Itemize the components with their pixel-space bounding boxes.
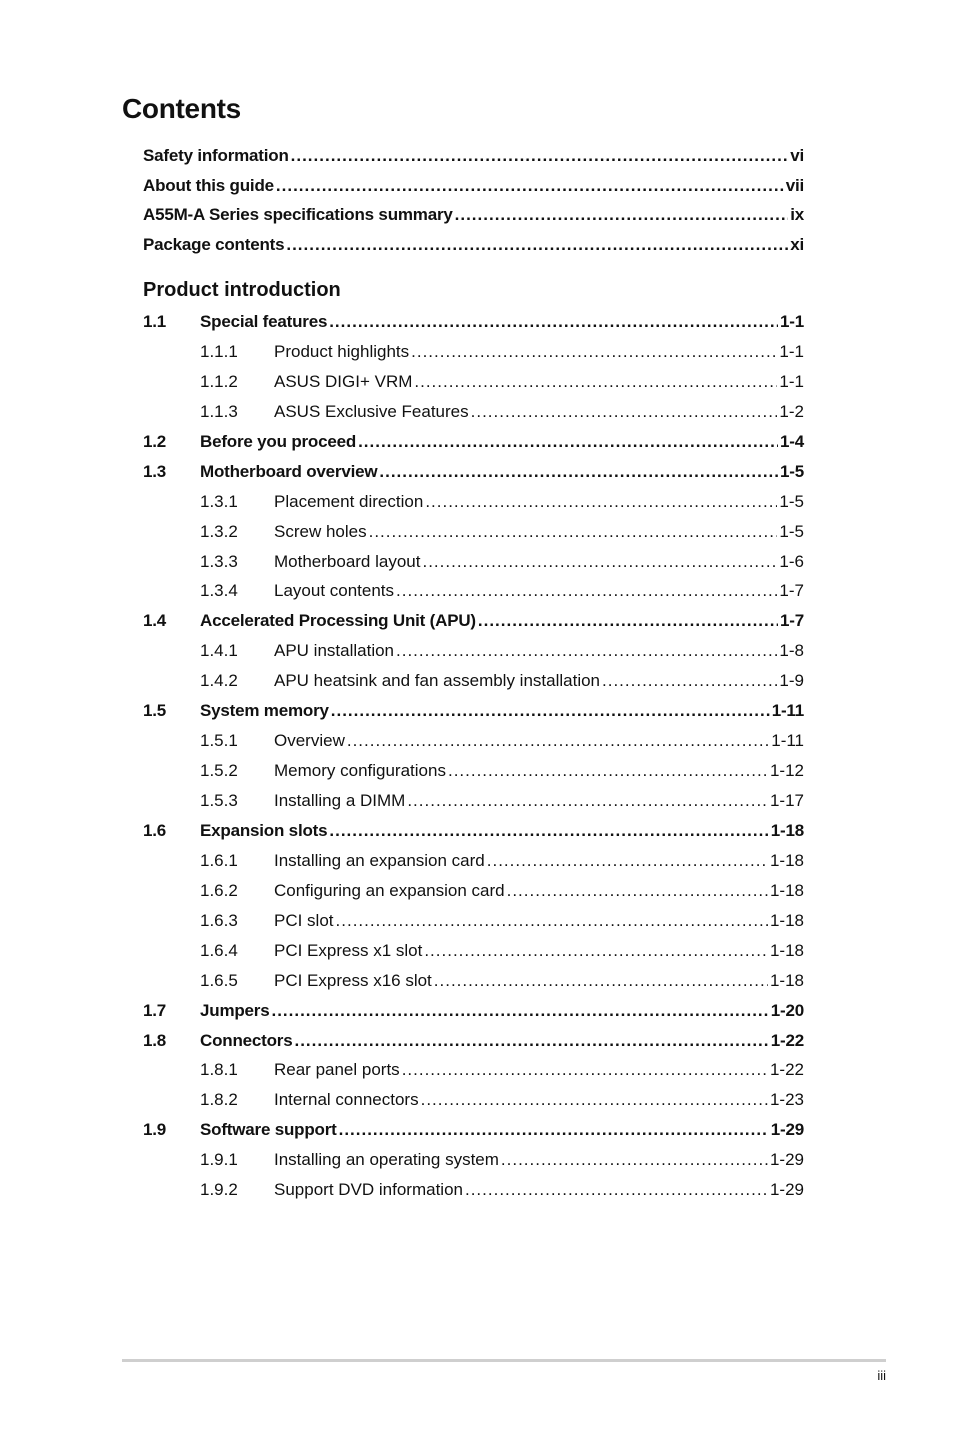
dot-leader — [379, 460, 778, 484]
toc-entry[interactable] — [143, 203, 804, 233]
toc-entry-label: PCI Express x16 slot — [274, 970, 432, 990]
toc-entry-label: A55M-A Series specifications summary — [143, 205, 453, 225]
toc-entry-label: About this guide — [143, 175, 274, 195]
toc-entry-label: Configuring an expansion card — [274, 880, 505, 900]
toc-entry-label: Installing an operating system — [274, 1150, 499, 1170]
dot-leader — [339, 1118, 769, 1142]
toc-entry-label: Package contents — [143, 235, 285, 255]
toc-subsection-entry[interactable] — [143, 370, 804, 400]
toc-subsection-entry[interactable] — [143, 759, 804, 789]
toc-entry-label: PCI Express x1 slot — [274, 940, 423, 960]
dot-leader — [271, 999, 768, 1023]
toc-entry-page: 1-18 — [770, 820, 804, 840]
toc-subsection-entry[interactable] — [143, 639, 804, 669]
toc-entry-label: Installing a DIMM — [274, 791, 406, 810]
toc-entry-label: Layout contents — [274, 581, 395, 601]
dot-leader — [336, 909, 768, 933]
toc-subsection-entry[interactable] — [143, 340, 804, 370]
toc-entry-label: APU heatsink and fan assembly installation — [274, 671, 601, 691]
footer-divider — [122, 1359, 886, 1362]
toc-entry-number: 1.3.1 — [200, 491, 238, 511]
toc-subsection-entry[interactable] — [143, 789, 804, 819]
toc-subsection-entry[interactable] — [143, 969, 804, 999]
toc-entry-number: 1.4.1 — [200, 641, 238, 661]
dot-leader — [424, 939, 768, 963]
toc-entry-page: 1-11 — [771, 701, 804, 721]
toc-entry-number: 1.3.4 — [200, 581, 238, 601]
toc-section-entry[interactable] — [143, 819, 804, 849]
toc-subsection-entry[interactable] — [143, 669, 804, 699]
toc-entry-number: 1.5.2 — [200, 761, 238, 781]
toc-section-entry[interactable] — [143, 1118, 804, 1148]
toc-entry-number: 1.1.2 — [200, 371, 238, 391]
toc-entry-number: 1.4.2 — [200, 671, 238, 691]
dot-leader — [471, 400, 778, 424]
page-number: iii — [877, 1368, 886, 1383]
toc-entry-page: 1-22 — [770, 1030, 804, 1050]
toc-entry-label: ASUS Exclusive Features — [274, 401, 469, 421]
chapter-title: Product introduction — [143, 279, 341, 301]
toc-subsection-entry[interactable] — [143, 879, 804, 909]
toc-entry-label: Accelerated Processing Unit (APU) — [200, 611, 476, 631]
dot-leader — [369, 520, 778, 544]
toc-entry-label: Jumpers — [200, 1000, 270, 1020]
dot-leader — [402, 1058, 768, 1082]
toc-entry-page: 1-29 — [770, 1120, 804, 1140]
toc-entry-label: Special features — [200, 312, 328, 331]
toc-entry-page: 1-1 — [779, 371, 804, 391]
toc-subsection-entry[interactable] — [143, 520, 804, 550]
dot-leader — [358, 430, 778, 454]
toc-entry-label: APU installation — [274, 641, 395, 661]
toc-subsection-entry[interactable] — [143, 579, 804, 609]
toc-entry-label: Motherboard layout — [274, 551, 421, 571]
dot-leader — [329, 310, 778, 334]
toc-entry-page: 1-20 — [770, 1000, 804, 1020]
toc-entry-number: 1.6.3 — [200, 910, 238, 930]
toc-entry-page: 1-9 — [779, 671, 804, 691]
toc-entry-page: 1-6 — [779, 551, 804, 571]
toc-entry-label: PCI slot — [274, 910, 334, 930]
toc-subsection-entry[interactable] — [143, 550, 804, 580]
toc-entry-number: 1.5 — [143, 701, 167, 721]
toc-subsection-entry[interactable] — [143, 909, 804, 939]
toc-entry-page: 1-4 — [780, 431, 804, 451]
toc-subsection-entry[interactable] — [143, 400, 804, 430]
toc-entry-page: 1-17 — [769, 791, 804, 810]
toc-entry-label: Motherboard overview — [200, 461, 378, 481]
toc-entry-page: 1-5 — [780, 461, 804, 481]
toc-entry-page: 1-18 — [769, 940, 804, 960]
toc-entry-page: 1-11 — [771, 731, 804, 751]
toc-entry-number: 1.6.2 — [200, 880, 238, 900]
dot-leader — [396, 639, 777, 663]
toc-entry-page: 1-5 — [779, 521, 804, 541]
toc-entry-label: Safety information — [143, 146, 289, 165]
toc-entry-number: 1.3.3 — [200, 551, 238, 571]
toc-entry-page: 1-2 — [779, 401, 804, 421]
toc-entry-number: 1.5.3 — [200, 791, 238, 810]
toc-entry-label: Rear panel ports — [274, 1060, 400, 1080]
dot-leader — [421, 1088, 768, 1112]
toc-entry-page: 1-18 — [769, 970, 804, 990]
dot-leader — [396, 579, 777, 603]
toc-entry-number: 1.8 — [143, 1030, 167, 1050]
toc-entry-label: ASUS DIGI+ VRM — [274, 371, 413, 391]
toc-entry[interactable] — [143, 174, 804, 204]
toc-entry-label: Support DVD information — [274, 1180, 463, 1200]
toc-entry[interactable] — [143, 233, 804, 263]
dot-leader — [407, 789, 768, 813]
dot-leader — [329, 819, 768, 843]
dot-leader — [478, 609, 778, 633]
toc-entry-number: 1.7 — [143, 1000, 167, 1020]
dot-leader — [411, 340, 777, 364]
dot-leader — [434, 969, 768, 993]
toc-entry-label: Connectors — [200, 1030, 293, 1050]
toc-entry-page: 1-29 — [769, 1150, 804, 1170]
dot-leader — [276, 174, 784, 198]
toc-entry-page: 1-7 — [780, 611, 804, 631]
toc-entry-page: vii — [785, 175, 804, 195]
toc-entry-page: 1-1 — [780, 312, 804, 331]
toc-subsection-entry[interactable] — [143, 1088, 804, 1118]
toc-entry-label: Internal connectors — [274, 1090, 419, 1110]
toc-subsection-entry[interactable] — [143, 939, 804, 969]
dot-leader — [487, 849, 768, 873]
toc-entry-number: 1.8.1 — [200, 1060, 238, 1080]
dot-leader — [286, 233, 788, 257]
toc-entry-number: 1.1 — [143, 312, 167, 331]
dot-leader — [294, 1029, 768, 1053]
toc-subsection-entry[interactable] — [143, 1058, 804, 1088]
toc-subsection-entry[interactable] — [143, 729, 804, 759]
dot-leader — [602, 669, 777, 693]
toc-entry-number: 1.9.1 — [200, 1150, 238, 1170]
chapter-contents-list — [143, 310, 804, 1208]
toc-section-entry[interactable] — [143, 609, 804, 639]
dot-leader — [501, 1148, 768, 1172]
toc-entry-page: 1-23 — [769, 1090, 804, 1110]
toc-entry-label: Software support — [200, 1120, 337, 1140]
toc-section-entry[interactable] — [143, 430, 804, 460]
toc-entry-label: System memory — [200, 701, 329, 721]
toc-section-entry[interactable] — [143, 999, 804, 1029]
toc-entry-label: Installing an expansion card — [274, 850, 485, 870]
toc-entry[interactable] — [143, 144, 804, 174]
toc-subsection-entry[interactable] — [143, 849, 804, 879]
toc-entry-page: 1-8 — [779, 641, 804, 661]
page-title: Contents — [122, 93, 241, 124]
toc-subsection-entry[interactable] — [143, 490, 804, 520]
toc-entry-number: 1.3.2 — [200, 521, 238, 541]
toc-section-entry[interactable] — [143, 310, 804, 340]
toc-entry-page: xi — [790, 235, 804, 255]
toc-subsection-entry[interactable] — [143, 1178, 804, 1208]
toc-entry-number: 1.8.2 — [200, 1090, 238, 1110]
toc-entry-number: 1.9.2 — [200, 1180, 238, 1200]
toc-entry-page: 1-18 — [769, 850, 804, 870]
toc-entry-number: 1.6.4 — [200, 940, 238, 960]
toc-entry-number: 1.9 — [143, 1120, 167, 1140]
toc-entry-page: 1-22 — [769, 1060, 804, 1080]
toc-section-entry[interactable] — [143, 1029, 804, 1059]
toc-entry-number: 1.4 — [143, 611, 167, 631]
toc-entry-number: 1.6.1 — [200, 850, 238, 870]
toc-subsection-entry[interactable] — [143, 1148, 804, 1178]
dot-leader — [455, 203, 789, 227]
toc-entry-label: Expansion slots — [200, 820, 328, 840]
dot-leader — [507, 879, 768, 903]
toc-entry-number: 1.6.5 — [200, 970, 238, 990]
toc-entry-label: Before you proceed — [200, 431, 357, 451]
toc-entry-page: vi — [790, 146, 804, 165]
toc-entry-page: 1-1 — [779, 341, 804, 361]
toc-entry-label: Placement direction — [274, 491, 424, 511]
toc-entry-number: 1.1.1 — [200, 341, 238, 361]
toc-entry-page: 1-18 — [769, 880, 804, 900]
toc-entry-page: ix — [790, 205, 804, 225]
toc-entry-number: 1.3 — [143, 461, 167, 481]
toc-entry-number: 1.5.1 — [200, 731, 238, 751]
toc-entry-label: Screw holes — [274, 521, 367, 541]
dot-leader — [291, 144, 789, 168]
dot-leader — [414, 370, 777, 394]
toc-section-entry[interactable] — [143, 460, 804, 490]
toc-section-entry[interactable] — [143, 699, 804, 729]
toc-entry-page: 1-29 — [769, 1180, 804, 1200]
dot-leader — [448, 759, 768, 783]
dot-leader — [331, 699, 770, 723]
dot-leader — [347, 729, 769, 753]
toc-entry-page: 1-12 — [769, 761, 804, 781]
dot-leader — [465, 1178, 768, 1202]
toc-entry-number: 1.6 — [143, 820, 167, 840]
toc-entry-label: Product highlights — [274, 341, 410, 361]
front-matter-list — [143, 144, 804, 263]
dot-leader — [422, 550, 777, 574]
toc-entry-number: 1.2 — [143, 431, 167, 451]
toc-entry-page: 1-18 — [769, 910, 804, 930]
toc-entry-label: Memory configurations — [274, 761, 446, 781]
toc-entry-page: 1-7 — [779, 581, 804, 601]
dot-leader — [425, 490, 777, 514]
toc-entry-page: 1-5 — [779, 491, 804, 511]
toc-entry-number: 1.1.3 — [200, 401, 238, 421]
toc-entry-label: Overview — [274, 731, 345, 751]
